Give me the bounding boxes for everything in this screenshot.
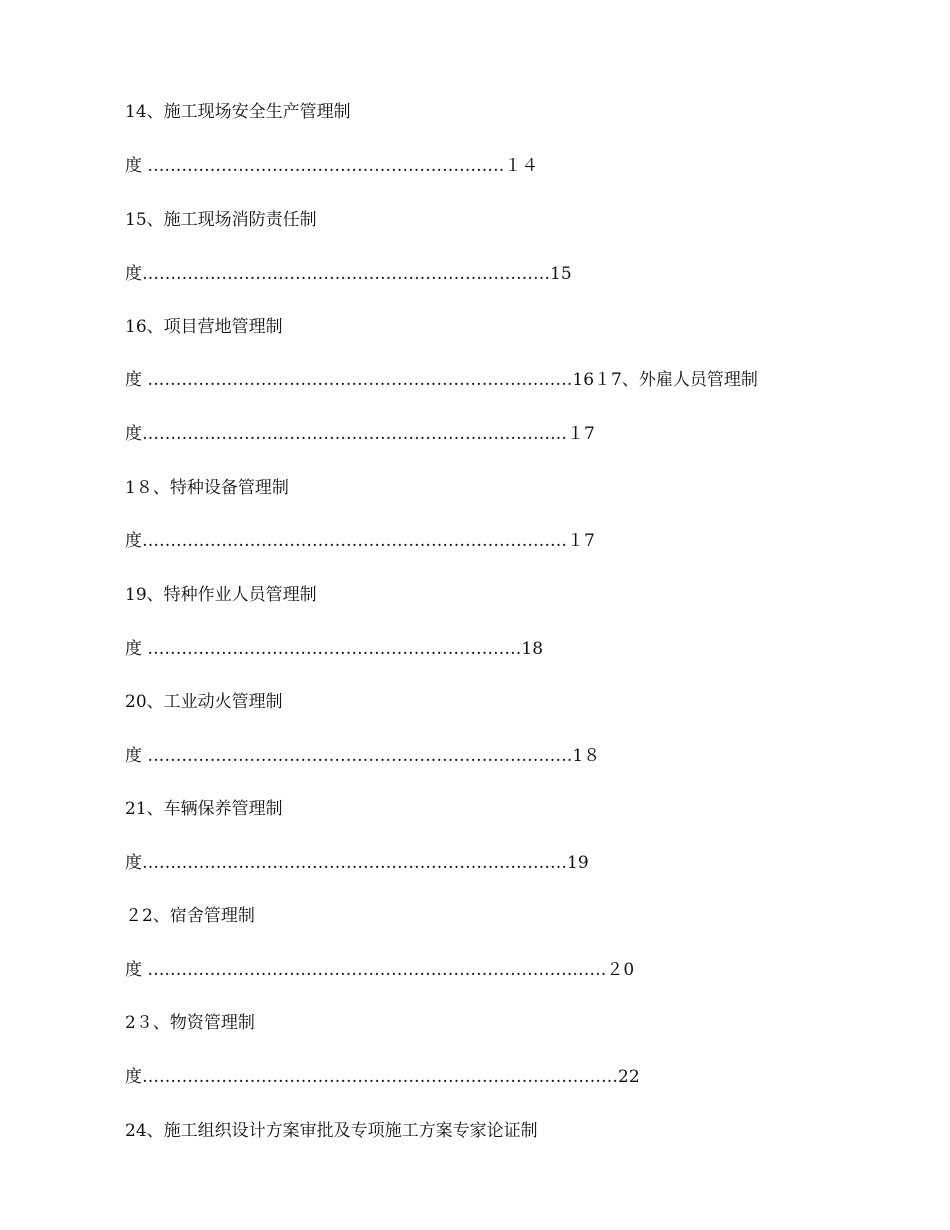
toc-entry-page: 度 ………………………………………………………………………２0 (125, 960, 635, 980)
toc-entry-title: ２2、宿舍管理制 (125, 906, 255, 926)
toc-entry-page: 度…………………………………………………………………………22 (125, 1067, 640, 1087)
toc-entry-title: 24、施工组织设计方案审批及专项施工方案专家论证制 (125, 1121, 538, 1141)
toc-entry-title: 15、施工现场消防责任制 (125, 210, 317, 230)
toc-entry-title: 21、车辆保养管理制 (125, 799, 283, 819)
toc-entry-page: 度…………………………………………………………………19 (125, 853, 589, 873)
toc-entry-page: 度…………………………………………………………………１7 (125, 424, 595, 444)
toc-entry-title: 20、工业动火管理制 (125, 692, 283, 712)
toc-entry-title: 14、施工现场安全生产管理制 (125, 102, 351, 122)
toc-entry-title: 2３、物资管理制 (125, 1013, 255, 1033)
toc-entry-page: 度 …………………………………………………………………16１7、外雇人员管理制 (125, 370, 758, 390)
toc-entry-page: 度 …………………………………………………………18 (125, 639, 544, 659)
toc-entry-page: 度………………………………………………………………15 (125, 264, 572, 284)
toc-entry-title: 1８、特种设备管理制 (125, 478, 289, 498)
toc-entry-title: 19、特种作业人员管理制 (125, 585, 317, 605)
toc-entry-page: 度 …………………………………………………………………1８ (125, 746, 601, 766)
toc-entry-page: 度 ………………………………………………………１４ (125, 156, 539, 176)
toc-entry-title: 16、项目营地管理制 (125, 317, 283, 337)
toc-entry-page: 度…………………………………………………………………１7 (125, 531, 595, 551)
